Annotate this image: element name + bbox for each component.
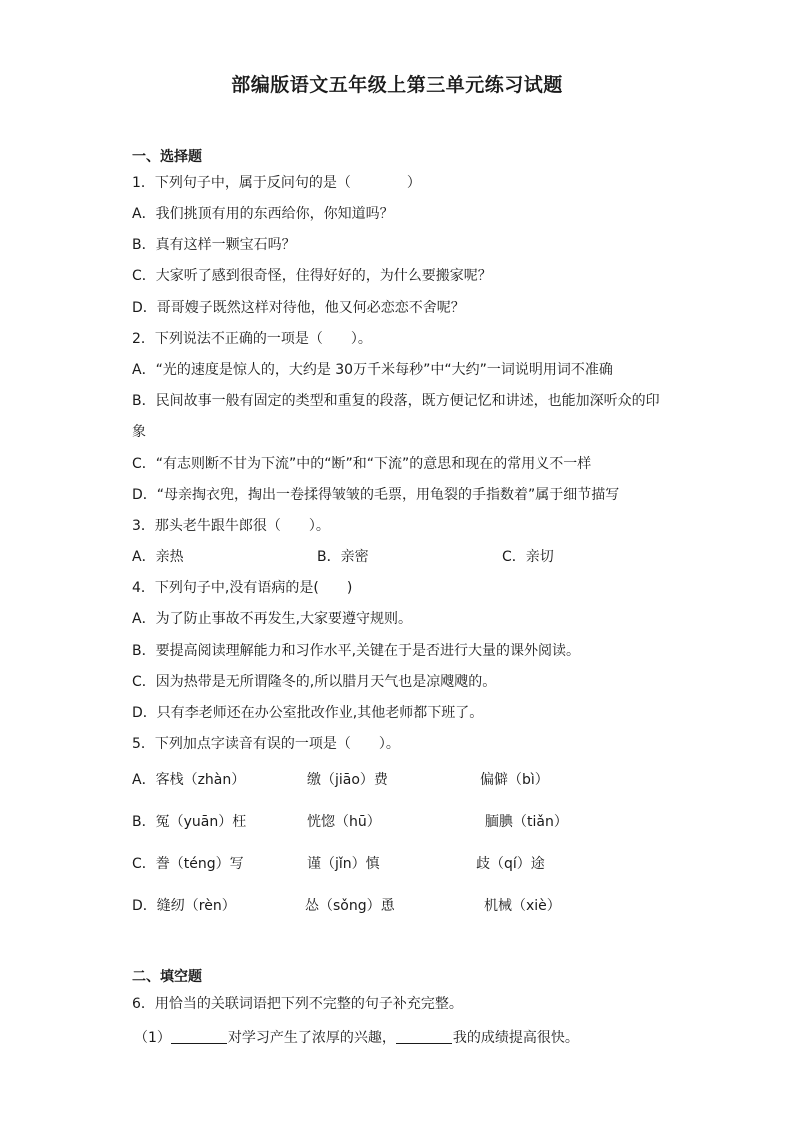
q4-stem: 4．下列句子中,没有语病的是( ) [132, 580, 353, 596]
answer-blank-1[interactable] [171, 1029, 227, 1044]
q2-option-c: C．“有志则断不甘为下流”中的“断”和“下流”的意思和现在的常用义不一样 [132, 456, 592, 472]
q3-stem: 3．那头老牛跟牛郎很（ ）。 [132, 518, 330, 534]
q6-part1 [134, 1027, 579, 1047]
q6-part1-text-mid: 对学习产生了浓厚的兴趣， [227, 1030, 396, 1046]
section-heading-choice: 一、选择题 [132, 149, 202, 165]
q3-option-a: A．亲热 [132, 549, 184, 565]
q5-option-a-item3: 偏僻（bì） [480, 772, 549, 788]
q2-option-b: B．民间故事一般有固定的类型和重复的段落，既方便记忆和讲述，也能加深听众的印 [132, 393, 660, 409]
q5-option-d-item1: D．缝纫（rèn） [132, 898, 236, 914]
q5-option-a-item2: 缴（jiāo）费 [307, 772, 388, 788]
q5-option-c-item1: C．誊（téng）写 [132, 856, 244, 872]
q1-option-c: C．大家听了感到很奇怪，住得好好的，为什么要搬家呢？ [132, 268, 492, 284]
q5-option-a-item1: A．客栈（zhàn） [132, 772, 246, 788]
q5-option-b-item2: 恍惚（hū） [307, 814, 381, 830]
q5-stem: 5．下列加点字读音有误的一项是（ ）。 [132, 736, 400, 752]
q3-option-c: C．亲切 [502, 549, 554, 565]
answer-blank-2[interactable] [396, 1029, 452, 1044]
q6-part1-number: （1） [134, 1030, 171, 1046]
q2-option-a: A．“光的速度是惊人的，大约是 30万千米每秒”中“大约”一词说明用词不准确 [132, 362, 613, 378]
q4-option-a: A．为了防止事故不再发生,大家要遵守规则。 [132, 611, 413, 627]
q1-option-a: A．我们挑顶有用的东西给你，你知道吗？ [132, 206, 394, 222]
q4-option-d: D．只有李老师还在办公室批改作业,其他老师都下班了。 [132, 705, 484, 721]
q6-part1-text-end: 我的成绩提高很快。 [452, 1030, 579, 1046]
q1-option-d: D．哥哥嫂子既然这样对待他，他又何必恋恋不舍呢？ [132, 300, 465, 316]
q1-option-b: B．真有这样一颗宝石吗？ [132, 237, 296, 253]
section-heading-fill: 二、填空题 [132, 969, 202, 985]
q5-option-c-item3: 歧（qí）途 [476, 856, 545, 872]
q4-option-b: B．要提高阅读理解能力和习作水平,关键在于是否进行大量的课外阅读。 [132, 643, 581, 659]
q2-option-d: D．“母亲掏衣兜，掏出一卷揉得皱皱的毛票，用龟裂的手指数着”属于细节描写 [132, 487, 620, 503]
q5-option-b-item1: B．冤（yuān）枉 [132, 814, 247, 830]
q6-stem: 6．用恰当的关联词语把下列不完整的句子补充完整。 [132, 996, 463, 1012]
q5-option-b-item3: 腼腆（tiǎn） [485, 814, 568, 830]
q5-option-c-item2: 谨（jǐn）慎 [307, 856, 380, 872]
q2-option-b-continued: 象 [132, 424, 146, 440]
q1-stem: 1．下列句子中，属于反问句的是（ ） [132, 175, 421, 191]
q4-option-c: C．因为热带是无所谓隆冬的,所以腊月天气也是凉飕飕的。 [132, 674, 497, 690]
q5-option-d-item2: 怂（sǒng）恿 [305, 898, 395, 914]
q3-option-b: B．亲密 [317, 549, 369, 565]
q5-option-d-item3: 机械（xiè） [484, 898, 561, 914]
page-title: 部编版语文五年级上第三单元练习试题 [231, 74, 563, 96]
q2-stem: 2．下列说法不正确的一项是（ ）。 [132, 331, 372, 347]
